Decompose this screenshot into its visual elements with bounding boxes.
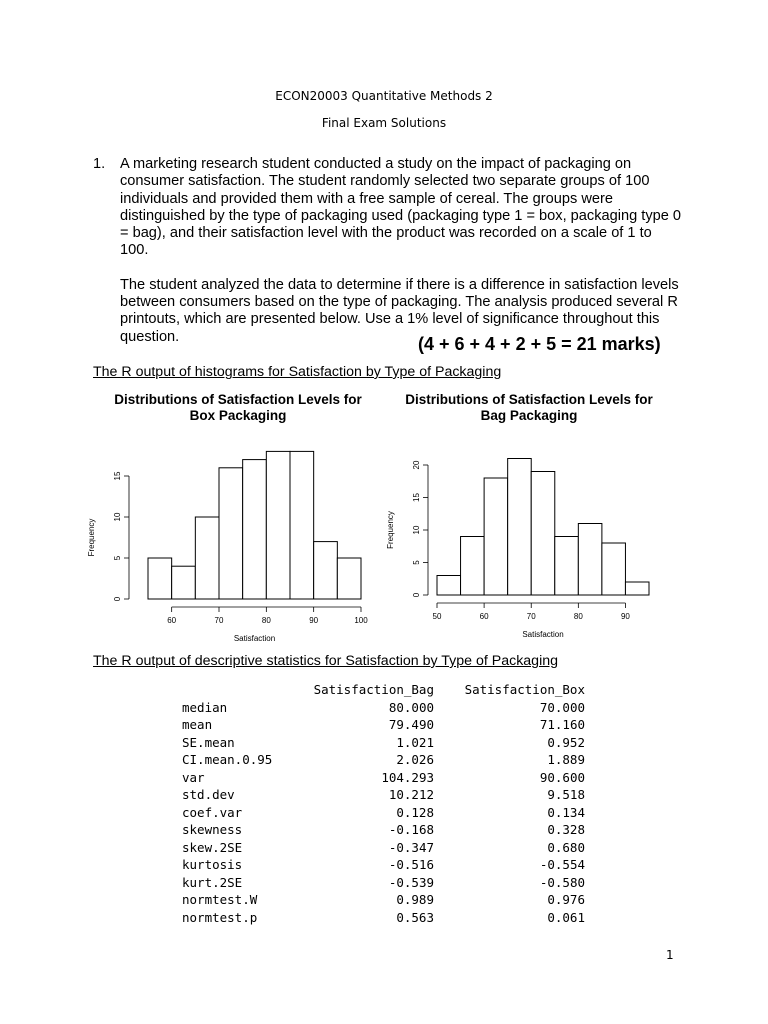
x-tick-label: 50 [432, 612, 442, 621]
page-number: 1 [666, 948, 674, 962]
x-tick-label: 90 [620, 612, 630, 621]
bag-value: -0.539 [388, 874, 434, 890]
y-tick-label: 5 [412, 560, 421, 565]
histogram-bar [578, 524, 602, 596]
histogram-bag-packaging [385, 386, 675, 650]
chart-title-line: Box Packaging [189, 408, 287, 423]
bag-value: Satisfaction_Bag [313, 682, 434, 697]
bag-value: -0.168 [388, 822, 434, 837]
box-value: -0.554 [539, 857, 585, 872]
stats-row [182, 699, 585, 717]
stats-row [182, 891, 585, 909]
section-heading-statistics: The R output of descriptive statistics for Satisfaction by Type of Packaging [93, 653, 559, 669]
stat-name: mean [182, 717, 213, 732]
chart-title-line: Bag Packaging [480, 408, 578, 423]
histogram-bar [172, 566, 196, 599]
box-value: 70.000 [539, 699, 585, 715]
box-value: Satisfaction_Box [464, 682, 585, 697]
x-tick-label: 80 [573, 612, 583, 621]
question-paragraph-2: The student analyzed the data to determine if there is a difference in satisfaction levels between consumers based on the type of packaging. The analysis produced several R printouts, which are presented below. Use a 1% level of significance throughout this question. [120, 276, 679, 345]
stats-row [182, 751, 585, 769]
histogram-bar [148, 558, 172, 599]
stats-row [182, 839, 585, 857]
bag-value: 0.128 [396, 804, 434, 820]
bag-value: 0.563 [396, 909, 434, 925]
bag-value: -0.516 [388, 857, 434, 872]
x-axis-label: Satisfaction [233, 634, 276, 643]
box-value: 0.328 [547, 822, 585, 837]
bag-value: 1.021 [396, 734, 434, 750]
stat-name: SE.mean [182, 734, 235, 750]
histogram-bar [625, 582, 649, 595]
stats-row [182, 909, 585, 927]
stat-name: median [182, 699, 228, 715]
box-value: 9.518 [547, 787, 585, 802]
histogram-bar [314, 542, 338, 599]
stats-row [182, 716, 585, 734]
box-value: 0.952 [547, 734, 585, 750]
stats-row [182, 769, 585, 787]
x-tick-label: 70 [526, 612, 536, 621]
y-axis-label: Frequency [386, 511, 395, 549]
bag-value: 104.293 [381, 769, 434, 785]
histogram-bar [508, 459, 532, 596]
stats-row [182, 821, 585, 839]
box-value: 71.160 [539, 717, 585, 732]
x-tick-label: 90 [309, 616, 319, 625]
x-tick-label: 60 [167, 616, 177, 625]
histogram-bar [555, 537, 579, 596]
histogram-bar [484, 478, 508, 595]
box-value: 0.976 [547, 892, 585, 907]
y-tick-label: 10 [412, 525, 421, 535]
x-axis-label: Satisfaction [522, 630, 564, 639]
y-tick-label: 5 [113, 555, 122, 561]
stat-name: skewness [182, 822, 243, 837]
histogram-bar [243, 460, 267, 599]
question-block [93, 156, 683, 346]
histogram-bar [266, 451, 290, 599]
histogram-bar [461, 537, 485, 596]
histogram-box-packaging [87, 386, 385, 650]
x-tick-label: 70 [214, 616, 224, 625]
question-number: 1. [93, 156, 106, 172]
box-value: 0.134 [547, 804, 585, 820]
question-paragraph-1: A marketing research student conducted a study on the impact of packaging on consumer satisfaction. The student randomly selected two separate groups of 100 individuals and provided them with a free sample of cereal. The groups were distinguished by the type of packaging used (packaging type 1 = box, packaging type 0 = bag), and their satisfaction level with the product was recorded on a scale of 1 to 100. [120, 156, 682, 259]
y-tick-label: 0 [113, 596, 122, 602]
marks-allocation: (4 + 6 + 4 + 2 + 5 = 21 marks) [418, 334, 661, 354]
stat-name [182, 681, 300, 699]
x-tick-label: 80 [261, 616, 271, 625]
histogram-bar [531, 472, 555, 596]
stats-header-row [182, 681, 585, 699]
stat-name: std.dev [182, 787, 235, 802]
descriptive-statistics-table [182, 681, 585, 926]
bag-value: 79.490 [388, 717, 434, 732]
stat-name: normtest.W [182, 892, 258, 907]
x-tick-label: 100 [354, 616, 368, 625]
y-tick-label: 20 [412, 460, 421, 470]
stats-row [182, 804, 585, 822]
box-value: 90.600 [539, 769, 585, 785]
stats-row [182, 786, 585, 804]
stat-name: coef.var [182, 804, 243, 820]
document-subtitle: Final Exam Solutions [321, 116, 447, 130]
histogram-bar [290, 451, 314, 599]
bag-value: 0.989 [396, 892, 434, 907]
y-tick-label: 15 [412, 493, 421, 502]
y-tick-label: 15 [113, 471, 122, 481]
stats-row [182, 856, 585, 874]
x-tick-label: 60 [479, 612, 489, 621]
histogram-bar [602, 543, 626, 595]
stat-name: kurt.2SE [182, 874, 243, 890]
histogram-bar [195, 517, 219, 599]
histogram-bar [437, 576, 461, 596]
stat-name: kurtosis [182, 857, 243, 872]
bag-value: -0.347 [388, 839, 434, 855]
chart-title-line: Distributions of Satisfaction Levels for [114, 392, 362, 407]
chart-title-line: Distributions of Satisfaction Levels for [405, 392, 653, 407]
box-value: 0.680 [547, 839, 585, 855]
bag-value: 80.000 [388, 699, 434, 715]
stat-name: CI.mean.0.95 [182, 752, 273, 767]
stat-name: skew.2SE [182, 839, 243, 855]
bag-value: 10.212 [388, 787, 434, 802]
y-axis-label: Frequency [87, 518, 96, 557]
y-tick-label: 10 [113, 512, 122, 522]
histogram-bar [219, 468, 243, 599]
section-heading-histograms: The R output of histograms for Satisfaction by Type of Packaging [93, 364, 502, 380]
stats-row [182, 734, 585, 752]
stats-row [182, 874, 585, 892]
y-tick-label: 0 [412, 592, 421, 598]
course-title: ECON20003 Quantitative Methods 2 [275, 89, 493, 103]
histogram-bar [337, 558, 361, 599]
box-value: -0.580 [539, 874, 585, 890]
bag-value: 2.026 [396, 752, 434, 767]
box-value: 0.061 [547, 909, 585, 925]
box-value: 1.889 [547, 752, 585, 767]
stat-name: var [182, 769, 205, 785]
stat-name: normtest.p [182, 909, 258, 925]
